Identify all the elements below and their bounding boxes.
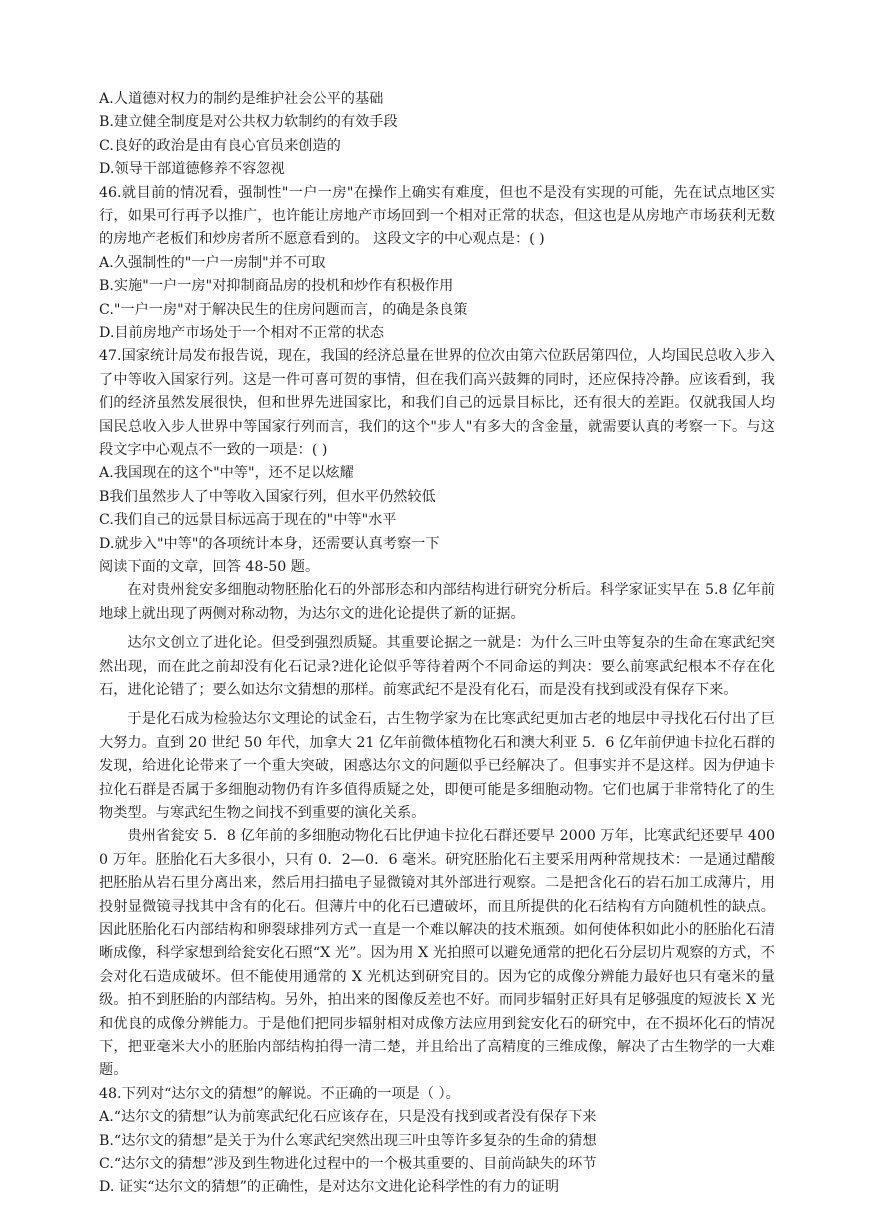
option-d: D.就步入"中等"的各项统计本身，还需要认真考察一下 [99, 535, 440, 552]
passage-paragraph: 在对贵州瓮安多细胞动物胚胎化石的外部形态和内部结构进行研究分析后。科学家证实早在 5.8 亿年前地球上就出现了两侧对称动物，为达尔文的进化论提供了新的证据。 [99, 582, 775, 622]
option-d: D.领导干部道德修养不容忽视 [99, 161, 285, 178]
option-a: A.久强制性的"一户一房制"并不可取 [99, 254, 326, 271]
option-a: A.人道德对权力的制约是维护社会公平的基础 [99, 91, 384, 107]
option-b: B.“达尔文的猜想”是关于为什么寒武纪突然出现三叶虫等许多复杂的生命的猜想 [99, 1132, 597, 1149]
reading-passage [99, 579, 775, 1083]
passage-paragraph: 贵州省瓮安 5．8 亿年前的多细胞动物化石比伊迪卡拉化石群还要早 2000 万年，比寒武纪还要早 4000 万年。胚胎化石大多很小，只有 0．2—0．6 毫米。研究胚胎化石主要采用两种常规技术：一是通过醋酸把胚胎从岩石里分离出来，然后用扫描电子显微镜对其外部进行观察。二是把含化石的岩石加工成薄片，用投射显微镜寻找其中含有的化石。但薄片中的化石已遭破坏，而且所提供的化石结构有方向随机性的缺点。因此胚胎化石内部结构和卵裂球排列方式一直是一个难以解决的技术瓶颈。如何使体积如此小的胚胎化石清晰成像，科学家想到给瓮安化石照“X 光”。因为用 X 光拍照可以避免通常的把化石分层切片观察的方式，不会对化石造成破坏。但不能使用通常的 X 光机达到研究目的。因为它的成像分辨能力最好也只有毫米的量级。拍不到胚胎的内部结构。另外，拍出来的图像反差也不好。而同步辐射正好具有足够强度的短波长 X 光和优良的成像分辨能力。于是他们把同步辐射相对成像方法应用到瓮安化石的研究中，在不损坏化石的情况下，把亚毫米大小的胚胎内部结构拍得一清二楚，并且给出了高精度的三维成像，解决了古生物学的一大难题。 [99, 828, 775, 1079]
passage-paragraph: 于是化石成为检验达尔文理论的试金石，古生物学家为在比寒武纪更加古老的地层中寻找化石付出了巨大努力。直到 20 世纪 50 年代，加拿大 21 亿年前微体植物化石和澳大利亚 5．6 亿年前伊迪卡拉化石群的发现，给进化论带来了一个重大突破，困惑达尔文的问题似乎已经解决了。但事实并不是这样。因为伊迪卡拉化石群是否属于多细胞动物仍有许多值得质疑之处，即便可能是多细胞动物。它们也属于非常特化了的生物类型。与寒武纪生物之间找不到重要的演化关系。 [99, 711, 775, 821]
passage-paragraph: 达尔文创立了进化论。但受到强烈质疑。其重要论据之一就是：为什么三叶虫等复杂的生命在寒武纪突然出现，而在此之前却没有化石记录?进化论似乎等待着两个不同命运的判决：要么前寒武纪根本不存在化石，进化论错了；要么如达尔文猜想的那样。前寒武纪不是没有化石，而是没有找到或没有保存下来。 [99, 635, 775, 698]
option-c: C.良好的政治是由有良心官员来创造的 [99, 137, 341, 154]
q45-options [99, 88, 775, 182]
option-b: B我们虽然步人了中等收入国家行列，但水平仍然较低 [99, 488, 436, 505]
option-d: D. 证实“达尔文的猜想”的正确性，是对达尔文进化论科学性的有力的证明 [99, 1179, 560, 1196]
question-46 [99, 182, 775, 346]
document-page [99, 88, 775, 1200]
question-48-stem: 48.下列对“达尔文的猜想”的解说。不正确的一项是（ ）。 [99, 1085, 460, 1102]
reading-intro: 阅读下面的文章，回答 48-50 题。 [99, 558, 320, 575]
option-c: C."一户一房"对于解决民生的住房问题而言，的确是条良策 [99, 301, 468, 318]
option-b: B.建立健全制度是对公共权力软制约的有效手段 [99, 114, 398, 131]
question-47 [99, 345, 775, 556]
question-47-stem: 47.国家统计局发布报告说，现在，我国的经济总量在世界的位次由第六位跃居第四位，人均国民总收入步入了中等收入国家行列。这是一件可喜可贺的事情，但在我们高兴鼓舞的同时，还应保持冷静。应该看到，我们的经济虽然发展很快，但和世界先进国家比，和我们自己的远景目标比，还有很大的差距。仅就我国人均国民总收入步人世界中等国家行列而言，我们的这个"步人"有多大的含金量，就需要认真的考察一下。与这段文字中心观点不一致的一项是：( ) [99, 348, 775, 458]
option-d: D.目前房地产市场处于一个相对不正常的状态 [99, 324, 384, 341]
option-c: C.我们自己的远景目标远高于现在的"中等"水平 [99, 512, 397, 529]
option-a: A.我国现在的这个"中等"，还不足以炫耀 [99, 465, 354, 482]
question-48 [99, 1083, 775, 1200]
option-a: A.“达尔文的猜想”认为前寒武纪化石应该存在，只是没有找到或者没有保存下来 [99, 1109, 597, 1126]
question-46-stem: 46.就目前的情况看，强制性"一户一房"在操作上确实有难度，但也不是没有实现的可能，先在试点地区实行，如果可行再予以推广，也许能让房地产市场回到一个相对正常的状态，但这也是从房地产市场获利无数的房地产老板们和炒房者所不愿意看到的。 这段文字的中心观点是：( ) [99, 184, 775, 248]
option-c: C.“达尔文的猜想”涉及到生物进化过程中的一个极其重要的、目前尚缺失的环节 [99, 1156, 597, 1173]
option-b: B.实施"一户一房"对抑制商品房的投机和炒作有积极作用 [99, 278, 454, 295]
